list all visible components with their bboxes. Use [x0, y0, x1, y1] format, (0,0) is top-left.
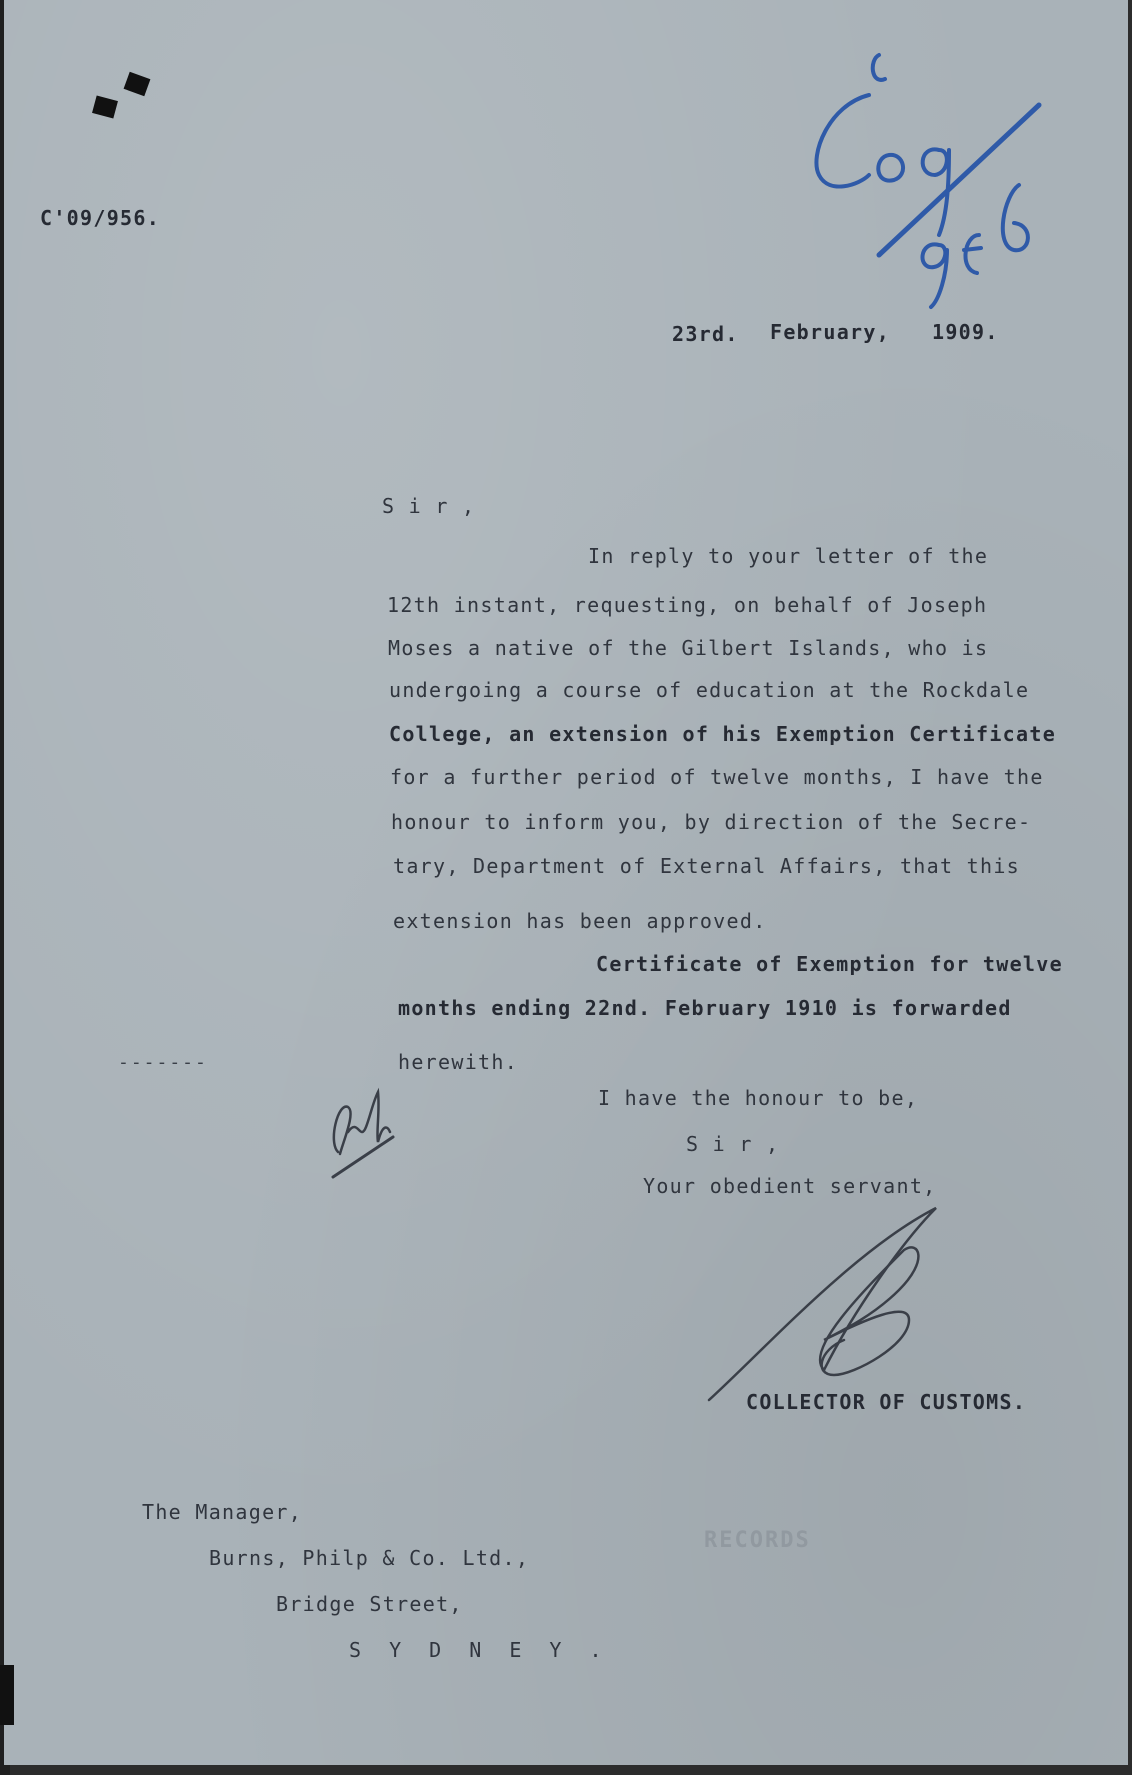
closing-line: Your obedient servant,: [643, 1174, 937, 1198]
records-stamp: RECORDS: [704, 1528, 811, 1553]
margin-dashes: -------: [118, 1052, 208, 1073]
body-line: honour to inform you, by direction of the Secre-: [391, 810, 1032, 834]
body-line: months ending 22nd. February 1910 is forwarded: [398, 996, 1012, 1020]
body-line: undergoing a course of education at the Rockdale: [389, 678, 1030, 702]
initials-mark: [318, 1082, 408, 1182]
date-year: 1909.: [932, 320, 999, 344]
closing-line: I have the honour to be,: [598, 1086, 919, 1110]
body-line: extension has been approved.: [393, 909, 767, 933]
addressee-line: S Y D N E Y .: [349, 1638, 610, 1662]
body-line: for a further period of twelve months, I have the: [390, 765, 1044, 789]
closing-line: S i r ,: [686, 1132, 780, 1156]
letter-sheet: [4, 0, 1128, 1765]
signature: [704, 1200, 944, 1410]
body-line: College, an extension of his Exemption Certificate: [389, 722, 1057, 746]
punch-hole: [0, 1665, 14, 1725]
file-reference: C'09/956.: [40, 206, 161, 230]
body-line: 12th instant, requesting, on behalf of Joseph: [387, 593, 988, 617]
date-day: 23rd.: [672, 322, 739, 346]
handwritten-file-number: [799, 45, 1059, 315]
signatory-title: COLLECTOR OF CUSTOMS.: [746, 1390, 1027, 1414]
body-line: Certificate of Exemption for twelve: [596, 952, 1063, 976]
date-month: February,: [770, 320, 891, 344]
addressee-line: The Manager,: [142, 1500, 303, 1524]
body-line: Moses a native of the Gilbert Islands, who is: [388, 636, 989, 660]
body-line: tary, Department of External Affairs, that this: [393, 854, 1021, 878]
salutation: S i r ,: [382, 494, 476, 518]
staple-mark-2: [92, 95, 118, 118]
addressee-line: Bridge Street,: [276, 1592, 463, 1616]
addressee-line: Burns, Philp & Co. Ltd.,: [209, 1546, 530, 1570]
body-line: herewith.: [398, 1050, 519, 1074]
body-line: In reply to your letter of the: [588, 544, 989, 568]
staple-mark: [124, 72, 151, 96]
